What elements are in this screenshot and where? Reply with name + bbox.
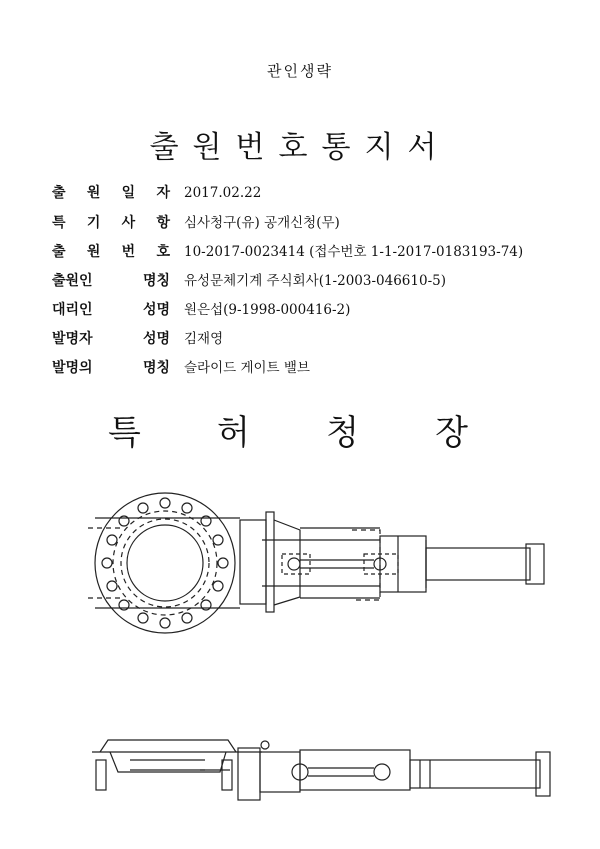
info-label: 대리인 성명 bbox=[52, 302, 170, 318]
gate-body-front-view bbox=[240, 512, 398, 612]
document-title: 출원번호통지서 bbox=[149, 130, 451, 165]
info-label: 출 원 번 호 bbox=[52, 244, 170, 260]
actuator-cylinder-front-view bbox=[380, 536, 544, 592]
special-notes-value: 심사청구(유) 공개신청(무) bbox=[184, 215, 340, 231]
inventor-value: 김재영 bbox=[184, 331, 224, 347]
valve-side-view bbox=[92, 740, 550, 800]
info-label: 출 원 일 자 bbox=[52, 185, 170, 201]
agent-value: 원은섭(9-1998-000416-2) bbox=[184, 302, 351, 318]
filing-date-value: 2017.02.22 bbox=[184, 185, 262, 201]
info-label: 출원인 명칭 bbox=[52, 273, 170, 289]
info-label: 발명의 명칭 bbox=[52, 360, 170, 376]
patent-office-commissioner-heading: 특 허 청 장 bbox=[108, 413, 468, 453]
info-label: 특 기 사 항 bbox=[52, 215, 170, 231]
applicant-value: 유성문체기계 주식회사(1-2003-046610-5) bbox=[184, 273, 446, 289]
stamp-omitted-text: 관인생략 bbox=[267, 62, 333, 80]
invention-title-value: 슬라이드 게이트 밸브 bbox=[184, 360, 310, 376]
application-number-value: 10-2017-0023414 (접수번호 1-1-2017-0183193-74) bbox=[184, 244, 524, 260]
valve-flange-front-view bbox=[88, 493, 240, 633]
info-label: 발명자 성명 bbox=[52, 331, 170, 347]
